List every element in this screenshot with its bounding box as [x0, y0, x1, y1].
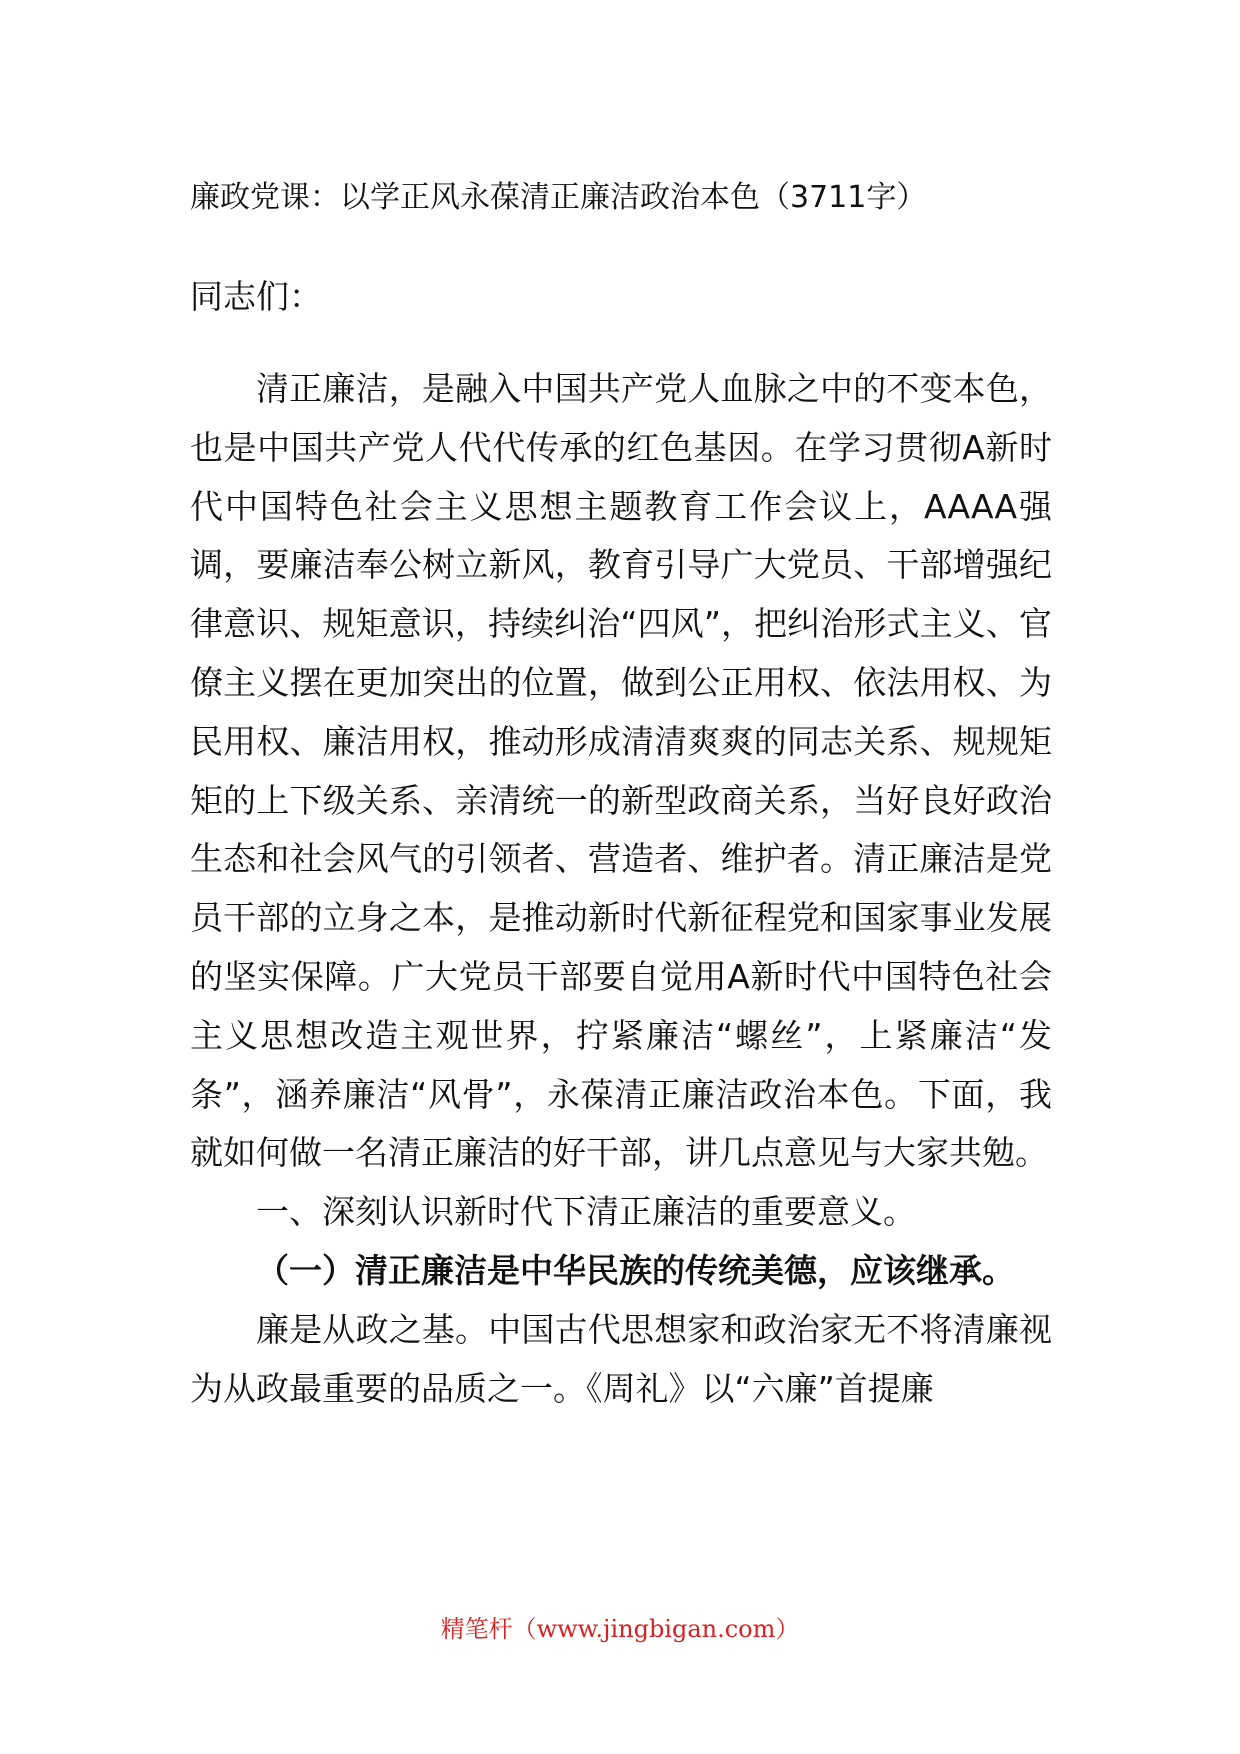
salutation: 同志们：	[190, 277, 322, 316]
footer-watermark	[0, 1612, 1240, 1646]
document-title: 廉政党课：以学正风永葆清正廉洁政治本色（3711字）	[190, 180, 927, 215]
footer-url[interactable]: （www.jingbigan.com）	[512, 1615, 800, 1643]
document-body	[190, 360, 1052, 1418]
paragraph-intro: 清正廉洁，是融入中国共产党人血脉之中的不变本色，也是中国共产党人代代传承的红色基因。在学习贯彻A新时代中国特色社会主义思想主题教育工作会议上，AAAA强调，要廉洁奉公树立新风，教育引导广大党员、干部增强纪律意识、规矩意识，持续纠治“四风”，把纠治形式主义、官僚主义摆在更加突出的位置，做到公正用权、依法用权、为民用权、廉洁用权，推动形成清清爽爽的同志关系、规规矩矩的上下级关系、亲清统一的新型政商关系，当好良好政治生态和社会风气的引领者、营造者、维护者。清正廉洁是党员干部的立身之本，是推动新时代新征程党和国家事业发展的坚实保障。广大党员干部要自觉用A新时代中国特色社会主义思想改造主观世界，拧紧廉洁“螺丝”，上紧廉洁“发条”，涵养廉洁“风骨”，永葆清正廉洁政治本色。下面，我就如何做一名清正廉洁的好干部，讲几点意见与大家共勉。	[190, 369, 1052, 1173]
paragraph-continued: 廉是从政之基。中国古代思想家和政治家无不将清廉视为从政最重要的品质之一。《周礼》以“六廉”首提廉	[190, 1309, 1052, 1408]
footer-brand: 精笔杆	[440, 1615, 513, 1643]
section-heading: 一、深刻认识新时代下清正廉洁的重要意义。	[256, 1192, 916, 1232]
sub-heading: （一）清正廉洁是中华民族的传统美德，应该继承。	[256, 1250, 1015, 1290]
